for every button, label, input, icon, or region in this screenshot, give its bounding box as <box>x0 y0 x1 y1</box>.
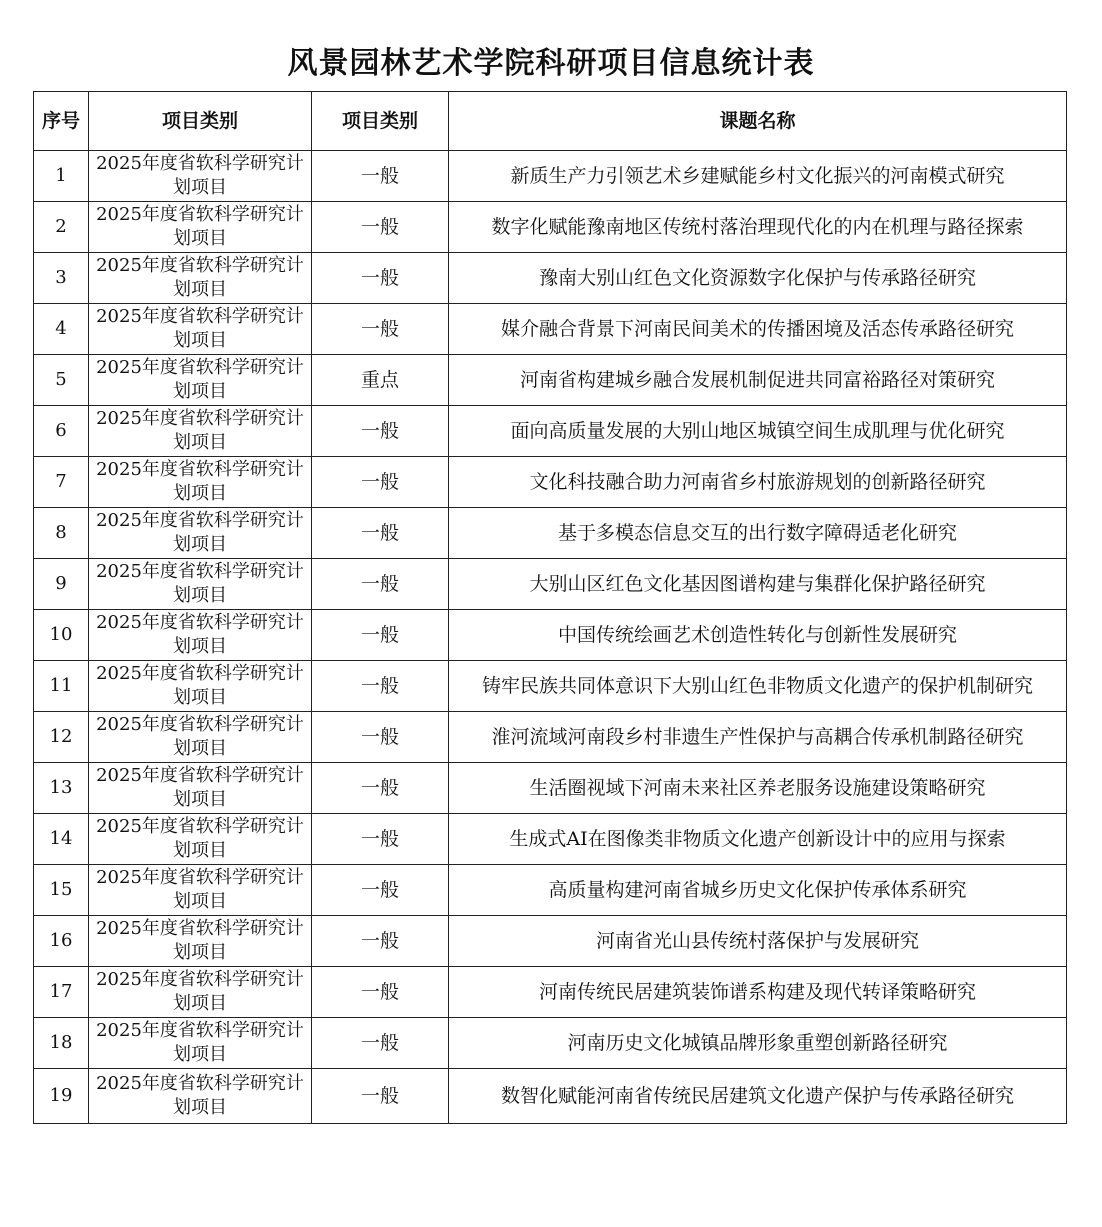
row-level: 一般 <box>312 508 449 559</box>
row-level: 一般 <box>312 661 449 712</box>
row-category: 2025年度省软科学研究计划项目 <box>89 967 312 1018</box>
table-row <box>34 508 1067 559</box>
table-row <box>34 610 1067 661</box>
row-title: 铸牢民族共同体意识下大别山红色非物质文化遗产的保护机制研究 <box>449 661 1067 712</box>
row-title: 河南历史文化城镇品牌形象重塑创新路径研究 <box>449 1018 1067 1069</box>
row-level: 一般 <box>312 865 449 916</box>
row-category: 2025年度省软科学研究计划项目 <box>89 1018 312 1069</box>
table-header-row <box>34 92 1067 151</box>
table-row <box>34 1018 1067 1069</box>
row-category: 2025年度省软科学研究计划项目 <box>89 814 312 865</box>
row-number: 6 <box>34 406 89 457</box>
row-number: 8 <box>34 508 89 559</box>
row-title: 河南省构建城乡融合发展机制促进共同富裕路径对策研究 <box>449 355 1067 406</box>
table-row <box>34 253 1067 304</box>
row-category: 2025年度省软科学研究计划项目 <box>89 457 312 508</box>
row-category: 2025年度省软科学研究计划项目 <box>89 712 312 763</box>
row-level: 一般 <box>312 202 449 253</box>
row-level: 一般 <box>312 814 449 865</box>
row-number: 11 <box>34 661 89 712</box>
table-row <box>34 916 1067 967</box>
table-row <box>34 202 1067 253</box>
row-level: 一般 <box>312 1069 449 1124</box>
table-row <box>34 151 1067 202</box>
row-title: 豫南大别山红色文化资源数字化保护与传承路径研究 <box>449 253 1067 304</box>
header-level: 项目类别 <box>312 92 449 151</box>
row-title: 新质生产力引领艺术乡建赋能乡村文化振兴的河南模式研究 <box>449 151 1067 202</box>
row-level: 一般 <box>312 304 449 355</box>
row-number: 4 <box>34 304 89 355</box>
row-title: 数智化赋能河南省传统民居建筑文化遗产保护与传承路径研究 <box>449 1069 1067 1124</box>
table-row <box>34 1069 1067 1124</box>
row-title: 数字化赋能豫南地区传统村落治理现代化的内在机理与路径探索 <box>449 202 1067 253</box>
row-title: 面向高质量发展的大别山地区城镇空间生成肌理与优化研究 <box>449 406 1067 457</box>
row-title: 河南省光山县传统村落保护与发展研究 <box>449 916 1067 967</box>
row-level: 一般 <box>312 406 449 457</box>
row-title: 中国传统绘画艺术创造性转化与创新性发展研究 <box>449 610 1067 661</box>
row-number: 14 <box>34 814 89 865</box>
table-body <box>34 151 1067 1124</box>
row-category: 2025年度省软科学研究计划项目 <box>89 610 312 661</box>
row-level: 一般 <box>312 967 449 1018</box>
row-title: 基于多模态信息交互的出行数字障碍适老化研究 <box>449 508 1067 559</box>
row-category: 2025年度省软科学研究计划项目 <box>89 865 312 916</box>
row-title: 生成式AI在图像类非物质文化遗产创新设计中的应用与探索 <box>449 814 1067 865</box>
header-category: 项目类别 <box>89 92 312 151</box>
row-category: 2025年度省软科学研究计划项目 <box>89 508 312 559</box>
row-level: 重点 <box>312 355 449 406</box>
row-category: 2025年度省软科学研究计划项目 <box>89 916 312 967</box>
row-title: 生活圈视域下河南未来社区养老服务设施建设策略研究 <box>449 763 1067 814</box>
row-category: 2025年度省软科学研究计划项目 <box>89 355 312 406</box>
row-level: 一般 <box>312 253 449 304</box>
row-level: 一般 <box>312 763 449 814</box>
row-number: 16 <box>34 916 89 967</box>
row-category: 2025年度省软科学研究计划项目 <box>89 1069 312 1124</box>
row-number: 3 <box>34 253 89 304</box>
row-title: 大别山区红色文化基因图谱构建与集群化保护路径研究 <box>449 559 1067 610</box>
table-row <box>34 712 1067 763</box>
table-row <box>34 355 1067 406</box>
row-category: 2025年度省软科学研究计划项目 <box>89 253 312 304</box>
row-title: 河南传统民居建筑装饰谱系构建及现代转译策略研究 <box>449 967 1067 1018</box>
table-row <box>34 406 1067 457</box>
table-row <box>34 661 1067 712</box>
table-row <box>34 967 1067 1018</box>
row-category: 2025年度省软科学研究计划项目 <box>89 202 312 253</box>
row-category: 2025年度省软科学研究计划项目 <box>89 304 312 355</box>
row-title: 高质量构建河南省城乡历史文化保护传承体系研究 <box>449 865 1067 916</box>
row-number: 5 <box>34 355 89 406</box>
row-number: 1 <box>34 151 89 202</box>
row-number: 13 <box>34 763 89 814</box>
row-number: 7 <box>34 457 89 508</box>
row-number: 19 <box>34 1069 89 1124</box>
row-title: 淮河流域河南段乡村非遗生产性保护与高耦合传承机制路径研究 <box>449 712 1067 763</box>
row-number: 15 <box>34 865 89 916</box>
table-row <box>34 763 1067 814</box>
table-row <box>34 559 1067 610</box>
row-number: 17 <box>34 967 89 1018</box>
row-number: 9 <box>34 559 89 610</box>
row-number: 2 <box>34 202 89 253</box>
row-number: 18 <box>34 1018 89 1069</box>
row-level: 一般 <box>312 712 449 763</box>
header-title: 课题名称 <box>449 92 1067 151</box>
row-category: 2025年度省软科学研究计划项目 <box>89 763 312 814</box>
row-category: 2025年度省软科学研究计划项目 <box>89 151 312 202</box>
row-number: 10 <box>34 610 89 661</box>
table-row <box>34 865 1067 916</box>
row-level: 一般 <box>312 457 449 508</box>
table-row <box>34 457 1067 508</box>
row-category: 2025年度省软科学研究计划项目 <box>89 661 312 712</box>
header-no: 序号 <box>34 92 89 151</box>
row-category: 2025年度省软科学研究计划项目 <box>89 406 312 457</box>
row-level: 一般 <box>312 916 449 967</box>
table-row <box>34 304 1067 355</box>
row-level: 一般 <box>312 151 449 202</box>
row-number: 12 <box>34 712 89 763</box>
row-title: 文化科技融合助力河南省乡村旅游规划的创新路径研究 <box>449 457 1067 508</box>
page-title: 风景园林艺术学院科研项目信息统计表 <box>287 46 815 81</box>
row-level: 一般 <box>312 559 449 610</box>
row-level: 一般 <box>312 1018 449 1069</box>
row-title: 媒介融合背景下河南民间美术的传播困境及活态传承路径研究 <box>449 304 1067 355</box>
row-category: 2025年度省软科学研究计划项目 <box>89 559 312 610</box>
table-row <box>34 814 1067 865</box>
project-table <box>33 91 1067 1124</box>
row-level: 一般 <box>312 610 449 661</box>
